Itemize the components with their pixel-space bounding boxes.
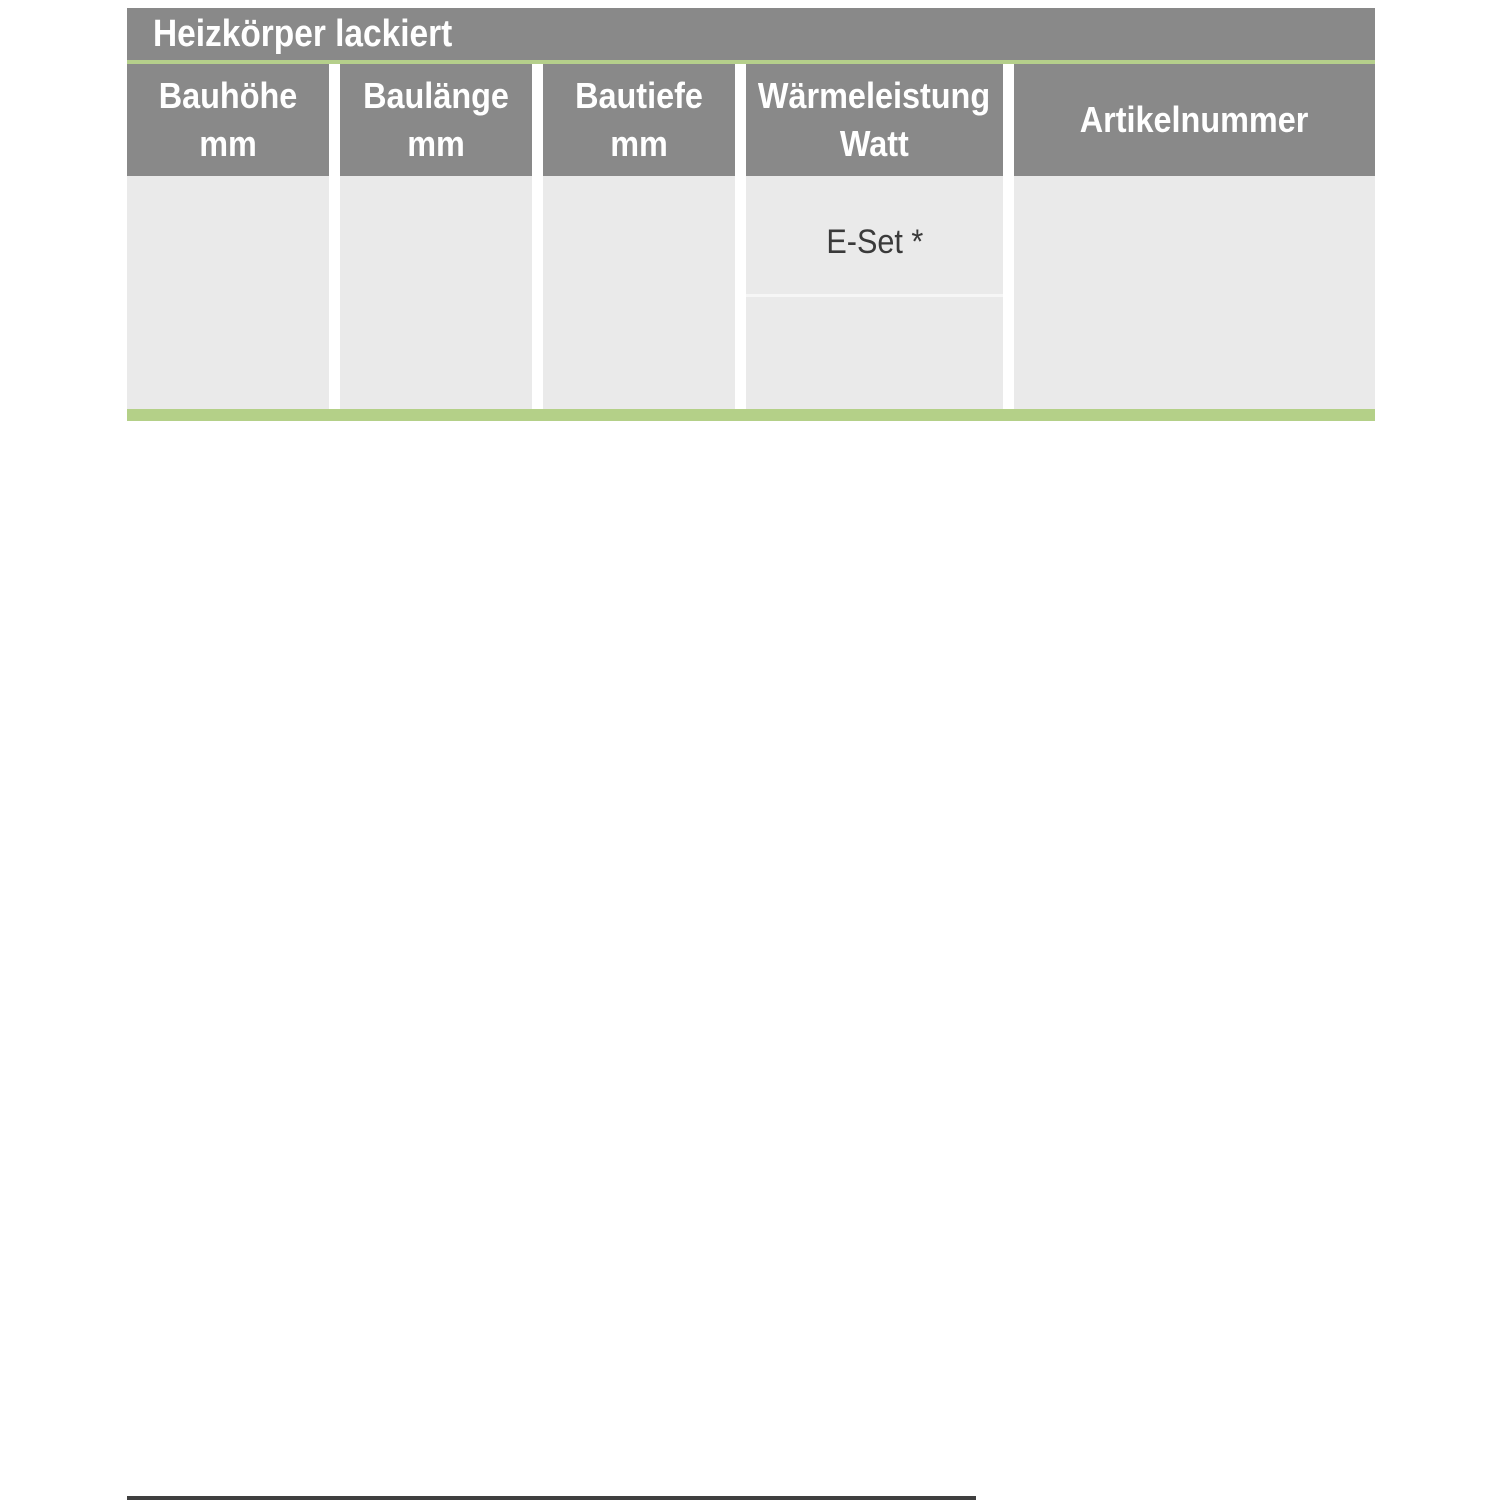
column-header-bautiefe (543, 64, 735, 176)
column-header-artikelnummer (1014, 64, 1375, 176)
column-label: Bauhöhe (158, 75, 298, 116)
column-unit: mm (407, 123, 465, 164)
eset-label: E-Set * (826, 223, 923, 261)
column-label: Baulänge (363, 75, 509, 116)
table-title-bar (127, 8, 1375, 60)
column-label: Wärmeleistung (758, 75, 991, 116)
subheader-faint-line (746, 294, 1003, 297)
column-unit: Watt (840, 123, 909, 164)
subheader-row (127, 176, 1375, 409)
column-unit: mm (610, 123, 668, 164)
column-header-bauhoehe (127, 64, 329, 176)
column-header-baulaenge (340, 64, 532, 176)
page-bottom-crop-line (127, 1496, 976, 1500)
table-title: Heizkörper lackiert (153, 12, 453, 55)
column-header-row (127, 64, 1375, 176)
product-table (127, 8, 1375, 421)
subheader-cell-empty (340, 176, 532, 409)
column-unit: mm (199, 123, 257, 164)
column-label: Artikelnummer (1080, 99, 1309, 140)
subheader-cell-empty (543, 176, 735, 409)
column-label: Bautiefe (575, 75, 703, 116)
column-header-waermeleistung (746, 64, 1003, 176)
subheader-cell-empty (1014, 176, 1375, 409)
subheader-cell-empty (127, 176, 329, 409)
subheader-cell-eset (746, 176, 1003, 409)
header-separator-line (127, 409, 1375, 421)
